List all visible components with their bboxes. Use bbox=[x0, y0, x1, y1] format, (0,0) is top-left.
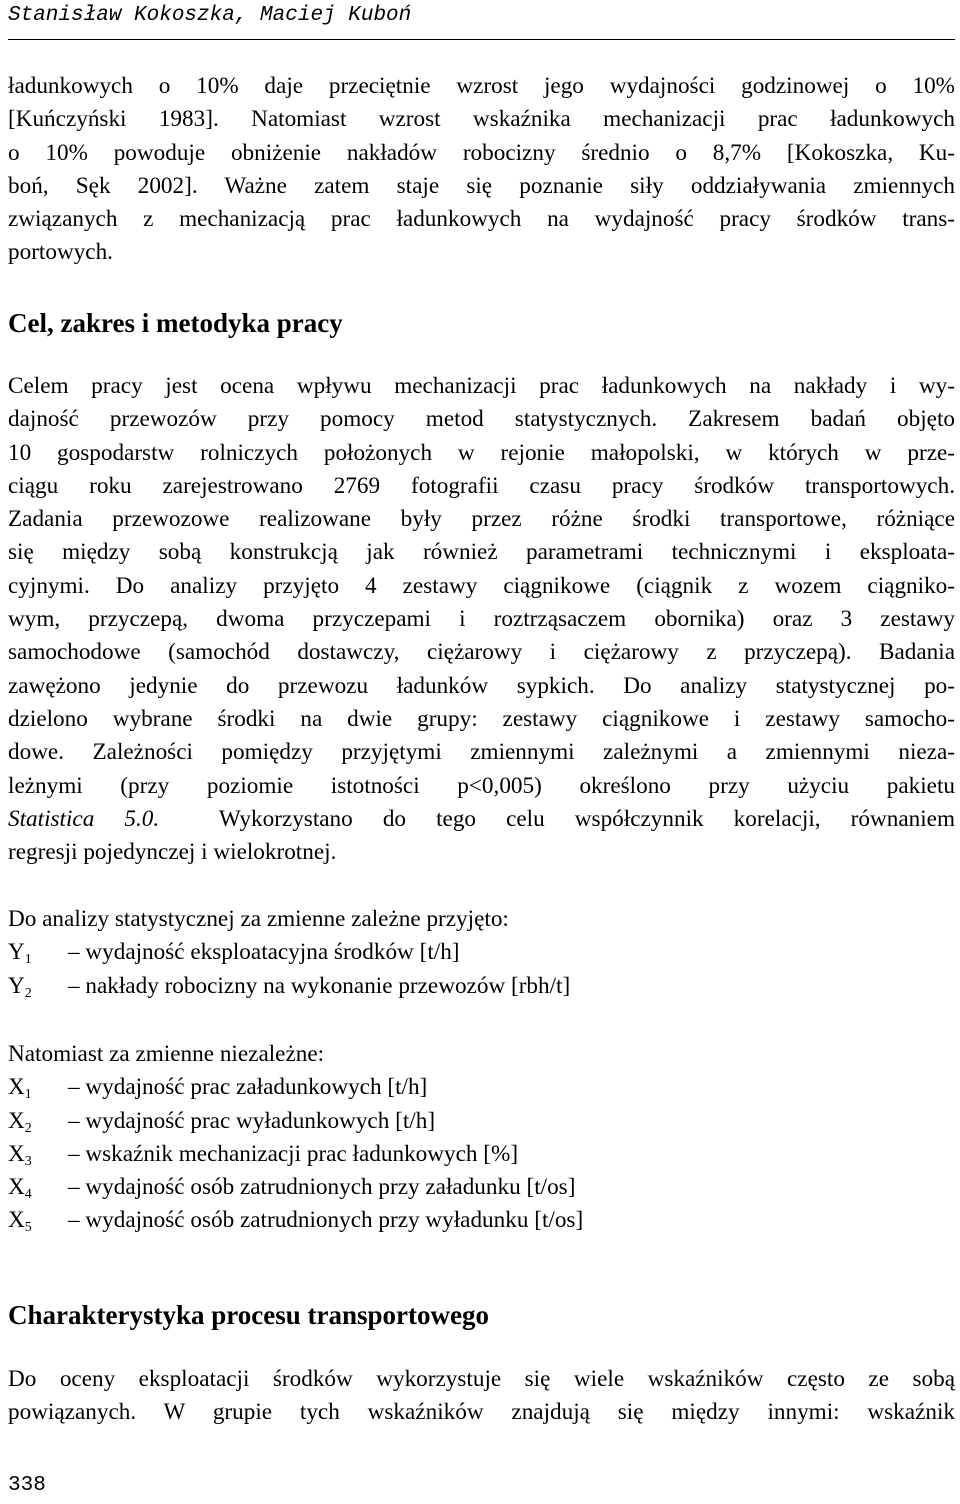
section-heading-cel: Cel, zakres i metodyka pracy bbox=[8, 308, 343, 338]
text-line: zawężono jedynie do przewozu ładunków sypkich. Do analizy statystycznej po- bbox=[8, 672, 955, 699]
independent-variables-list bbox=[8, 1038, 955, 1238]
text-line: wym, przyczepą, dwoma przyczepami i roztrząsaczem obornika) oraz 3 zestawy bbox=[8, 606, 955, 633]
variable-symbol: $Y_1$ bbox=[8, 939, 32, 968]
header-rule bbox=[8, 39, 955, 40]
variable-description: – nakłady robocizny na wykonanie przewozów [rbh/t] bbox=[68, 972, 571, 999]
variable-row bbox=[8, 1105, 955, 1138]
variable-description: – wydajność prac załadunkowych [t/h] bbox=[68, 1074, 428, 1101]
text-line: dowe. Zależności pomiędzy przyjętymi zmiennymi zależnymi a zmiennymi nieza- bbox=[8, 739, 955, 766]
section-heading-charakterystyka: Charakterystyka procesu transportowego bbox=[8, 1300, 489, 1330]
variable-symbol: $X_2$ bbox=[8, 1107, 32, 1136]
variable-row bbox=[8, 1071, 955, 1104]
variable-description: – wydajność eksploatacyjna środków [t/h] bbox=[68, 939, 460, 966]
text-fragment: Wykorzystano do tego celu współczynnik korelacji, równaniem bbox=[218, 805, 955, 832]
text-line: się między sobą konstrukcją jak również parametrami technicznymi i eksploata- bbox=[8, 539, 955, 566]
document-page bbox=[8, 0, 955, 1504]
variable-row bbox=[8, 1138, 955, 1171]
variable-symbol: $X_1$ bbox=[8, 1074, 32, 1103]
text-line: ciągu roku zarejestrowano 2769 fotografii czasu pracy środków transportowych. bbox=[8, 472, 955, 499]
text-line: leżnymi (przy poziomie istotności p<0,005) określono przy użyciu pakietu bbox=[8, 772, 955, 799]
variable-row bbox=[8, 936, 955, 969]
page-number: 338 bbox=[8, 1474, 46, 1497]
text-line: [Kuńczyński 1983]. Natomiast wzrost wskaźnika mechanizacji prac ładunkowych bbox=[8, 106, 955, 133]
variable-description: – wskaźnik mechanizacji prac ładunkowych [%] bbox=[68, 1140, 519, 1167]
text-line: regresji pojedynczej i wielokrotnej. bbox=[8, 839, 337, 866]
variable-row bbox=[8, 1171, 955, 1204]
text-line: dzielono wybrane środki na dwie grupy: zestawy ciągnikowe i zestawy samocho- bbox=[8, 705, 955, 732]
dependent-vars-intro: Do analizy statystycznej za zmienne zależne przyjęto: bbox=[8, 906, 509, 932]
text-line: cyjnymi. Do analizy przyjęto 4 zestawy ciągnikowe (ciągnik z wozem ciągniko- bbox=[8, 572, 955, 599]
text-line: samochodowe (samochód dostawczy, ciężarowy i ciężarowy z przyczepą). Badania bbox=[8, 639, 955, 666]
text-line: Celem pracy jest ocena wpływu mechanizacji prac ładunkowych na nakłady i wy- bbox=[8, 373, 955, 399]
text-line: ładunkowych o 10% daje przeciętnie wzrost jego wydajności godzinowej o 10% bbox=[8, 73, 955, 99]
section1-paragraph bbox=[8, 370, 955, 869]
text-line: Zadania przewozowe realizowane były przez różne środki transportowe, różniące bbox=[8, 506, 955, 533]
text-line: portowych. bbox=[8, 239, 113, 266]
variable-description: – wydajność prac wyładunkowych [t/h] bbox=[68, 1107, 436, 1134]
text-line: związanych z mechanizacją prac ładunkowych na wydajność pracy środków trans- bbox=[8, 206, 955, 233]
text-line: Do oceny eksploatacji środków wykorzystuje się wiele wskaźników często ze sobą bbox=[8, 1366, 955, 1392]
independent-vars-intro: Natomiast za zmienne niezależne: bbox=[8, 1041, 325, 1067]
intro-paragraph bbox=[8, 70, 955, 270]
variable-symbol: $X_3$ bbox=[8, 1140, 32, 1169]
variable-symbol: $Y_2$ bbox=[8, 972, 32, 1001]
running-header-authors: Stanisław Kokoszka, Maciej Kuboń bbox=[8, 4, 412, 27]
variable-symbol: $X_5$ bbox=[8, 1207, 32, 1236]
dependent-variables-list bbox=[8, 903, 955, 1003]
variable-row bbox=[8, 1204, 955, 1237]
variable-symbol: $X_4$ bbox=[8, 1174, 32, 1203]
text-line: powiązanych. W grupie tych wskaźników znajdują się między innymi: wskaźnik bbox=[8, 1399, 955, 1426]
section2-paragraph bbox=[8, 1363, 955, 1430]
text-line: 10 gospodarstw rolniczych położonych w rejonie małopolski, w których w prze- bbox=[8, 439, 955, 466]
variable-description: – wydajność osób zatrudnionych przy wyładunku [t/os] bbox=[68, 1207, 584, 1234]
variable-row bbox=[8, 970, 955, 1003]
text-line: dajność przewozów przy pomocy metod statystycznych. Zakresem badań objęto bbox=[8, 406, 955, 433]
text-line: boń, Sęk 2002]. Ważne zatem staje się poznanie siły oddziaływania zmiennych bbox=[8, 172, 955, 199]
variable-description: – wydajność osób zatrudnionych przy załadunku [t/os] bbox=[68, 1174, 576, 1201]
software-name: Statistica 5.0. bbox=[8, 805, 160, 832]
text-line: o 10% powoduje obniżenie nakładów robocizny średnio o 8,7% [Kokoszka, Ku- bbox=[8, 139, 955, 166]
text-line bbox=[8, 803, 955, 836]
